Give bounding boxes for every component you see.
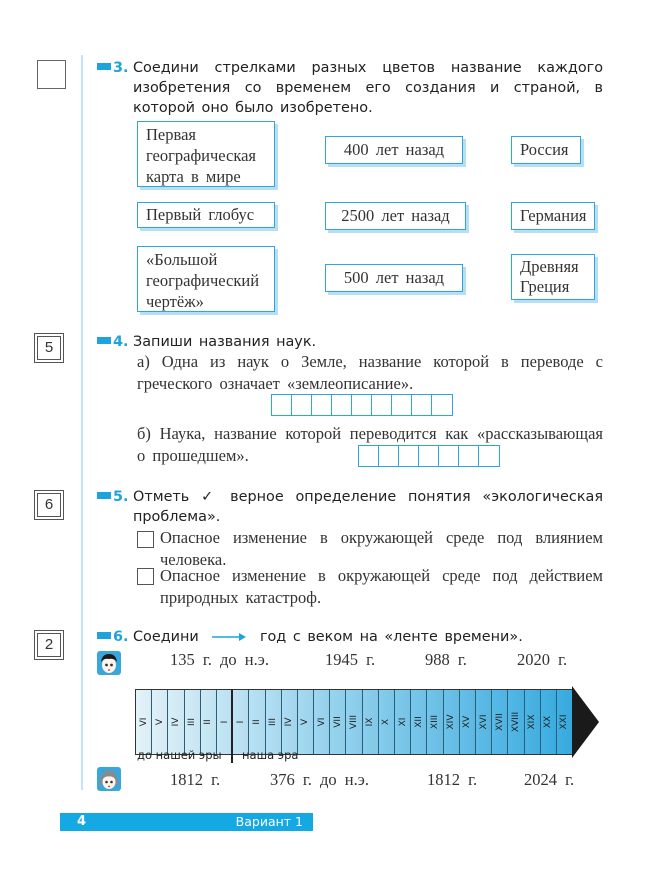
century-label: X <box>381 718 392 726</box>
century-cell-ad[interactable] <box>298 690 314 754</box>
time-box-1[interactable]: 400 лет назад <box>325 136 463 164</box>
century-label: I <box>235 720 246 724</box>
option-1-text: Опасное изменение в окружающей среде под влиянием человека. <box>160 528 603 569</box>
boy-avatar-icon <box>97 651 121 675</box>
century-label: III <box>187 718 198 726</box>
century-cell-bc[interactable] <box>185 690 201 754</box>
task-bullet-icon <box>97 63 111 70</box>
task-3-instruction: Соедини стрелками разных цветов название каждого изобретения со временем его создания и страной, в которой оно было изобретено. <box>133 60 603 116</box>
century-cell-ad[interactable] <box>363 690 379 754</box>
score-box-task-5: 6 <box>37 493 61 517</box>
century-cell-bc[interactable] <box>136 690 152 754</box>
century-cell-ad[interactable] <box>282 690 298 754</box>
century-label: IV <box>284 717 295 727</box>
page-number: 4 <box>77 814 87 829</box>
answer-cell[interactable] <box>332 395 352 415</box>
century-label: IX <box>365 717 376 727</box>
century-label: XXI <box>559 714 570 730</box>
score-box-task-6: 2 <box>37 633 61 657</box>
answer-cell[interactable] <box>412 395 432 415</box>
answer-cell[interactable] <box>379 446 399 466</box>
answer-cell[interactable] <box>439 446 459 466</box>
century-label: XX <box>543 715 554 729</box>
task-bullet-icon <box>97 337 111 344</box>
answer-cell[interactable] <box>292 395 312 415</box>
century-cell-ad[interactable] <box>266 690 282 754</box>
girl-avatar-icon <box>97 767 121 791</box>
century-label: VI <box>138 717 149 727</box>
boy-year-2[interactable]: 1945 г. <box>325 650 376 669</box>
century-cell-ad[interactable] <box>541 690 557 754</box>
century-cell-bc[interactable] <box>168 690 184 754</box>
margin-line <box>81 55 83 790</box>
century-label: XI <box>397 717 408 727</box>
option-2-checkbox[interactable] <box>137 568 154 585</box>
century-cell-ad[interactable] <box>476 690 492 754</box>
task-bullet-icon <box>97 492 111 499</box>
answer-cell[interactable] <box>432 395 452 415</box>
century-label: VII <box>332 716 343 728</box>
century-cell-ad[interactable] <box>460 690 476 754</box>
century-label: V <box>154 718 165 726</box>
task-4-instruction: Запиши названия наук. <box>133 334 317 350</box>
variant-label: Вариант 1 <box>235 814 303 829</box>
country-box-1[interactable]: Россия <box>511 136 581 164</box>
century-cell-ad[interactable] <box>508 690 524 754</box>
answer-cell[interactable] <box>419 446 439 466</box>
girl-year-4[interactable]: 2024 г. <box>524 770 575 789</box>
answer-cell[interactable] <box>352 395 372 415</box>
era-divider <box>231 689 233 763</box>
century-cell-ad[interactable] <box>314 690 330 754</box>
century-label: IV <box>170 717 181 727</box>
century-label: XIX <box>527 714 538 730</box>
checkmark-icon: ✓ <box>201 489 219 505</box>
task-4a-text: а) Одна из наук о Земле, название которой в переводе с греческого означает «землеописание». <box>137 352 603 393</box>
century-cell-bc[interactable] <box>201 690 217 754</box>
century-label: I <box>219 720 230 724</box>
time-ribbon <box>135 689 573 755</box>
girl-year-1[interactable]: 1812 г. <box>170 770 221 789</box>
answer-cell[interactable] <box>479 446 499 466</box>
time-box-3[interactable]: 500 лет назад <box>325 264 463 292</box>
century-label: XIII <box>429 714 440 730</box>
girl-year-3[interactable]: 1812 г. <box>427 770 478 789</box>
century-cell-ad[interactable] <box>411 690 427 754</box>
option-1-checkbox[interactable] <box>137 531 154 548</box>
century-label: V <box>300 718 311 726</box>
century-label: XIV <box>446 714 457 730</box>
century-label: XV <box>462 715 473 729</box>
option-2-text: Опасное изменение в окружающей среде под действием природных катастроф. <box>160 566 603 607</box>
century-cell-ad[interactable] <box>233 690 249 754</box>
boy-year-3[interactable]: 988 г. <box>425 650 467 669</box>
task-4-number: 4. <box>97 332 128 352</box>
task-3-number: 3. <box>97 58 128 78</box>
task-bullet-icon <box>97 632 111 639</box>
answer-cell[interactable] <box>399 446 419 466</box>
answer-cell[interactable] <box>392 395 412 415</box>
century-label: XVIII <box>510 711 521 733</box>
boy-year-4[interactable]: 2020 г. <box>517 650 568 669</box>
century-cell-ad[interactable] <box>444 690 460 754</box>
century-label: XVI <box>478 714 489 730</box>
century-label: XVII <box>494 713 505 731</box>
arrow-right-icon <box>211 632 247 642</box>
task-5-instruction: Отметь ✓ верное определение понятия «экологическая проблема». <box>133 489 603 525</box>
invention-box-2[interactable]: Первый глобус <box>137 202 275 228</box>
century-cell-ad[interactable] <box>330 690 346 754</box>
answer-cells-4a[interactable] <box>271 394 453 416</box>
century-label: VIII <box>349 714 360 730</box>
task-5-number: 5. <box>97 487 128 507</box>
century-label: III <box>268 718 279 726</box>
answer-cell[interactable] <box>359 446 379 466</box>
time-box-2[interactable]: 2500 лет назад <box>325 202 466 230</box>
girl-year-2[interactable]: 376 г. до н.э. <box>270 770 369 789</box>
century-cell-ad[interactable] <box>525 690 541 754</box>
century-label: II <box>251 719 262 725</box>
answer-cell[interactable] <box>312 395 332 415</box>
page-footer <box>60 813 313 831</box>
score-box-task-4: 5 <box>37 336 61 360</box>
answer-cell[interactable] <box>272 395 292 415</box>
country-box-3[interactable]: Древняя Греция <box>511 254 595 300</box>
task-4b-text: б) Наука, название которой переводится как «рассказывающая о прошедшем». <box>137 424 603 465</box>
task-6-instruction: Соедини год с веком на «ленте времени». <box>133 629 523 645</box>
century-cell-ad[interactable] <box>557 690 573 754</box>
timeline-arrow-icon <box>572 686 599 758</box>
answer-cell[interactable] <box>372 395 392 415</box>
task-6-number: 6. <box>97 627 128 647</box>
bc-label: до нашей эры <box>137 748 222 762</box>
ad-label: наша эра <box>242 748 299 762</box>
score-box-task-3[interactable] <box>37 60 66 89</box>
answer-cells-4b[interactable] <box>358 445 500 467</box>
boy-year-1[interactable]: 135 г. до н.э. <box>170 650 269 669</box>
century-cell-ad[interactable] <box>249 690 265 754</box>
century-cell-ad[interactable] <box>395 690 411 754</box>
century-label: II <box>203 719 214 725</box>
century-cell-ad[interactable] <box>379 690 395 754</box>
answer-cell[interactable] <box>459 446 479 466</box>
century-cell-ad[interactable] <box>346 690 362 754</box>
invention-box-3[interactable]: «Большой географический чертёж» <box>137 246 275 312</box>
century-cell-ad[interactable] <box>427 690 443 754</box>
invention-box-1[interactable]: Первая географическая карта в мире <box>137 121 275 187</box>
century-label: XII <box>413 716 424 728</box>
country-box-2[interactable]: Германия <box>511 202 595 230</box>
century-label: VI <box>316 717 327 727</box>
century-cell-bc[interactable] <box>152 690 168 754</box>
century-cell-ad[interactable] <box>492 690 508 754</box>
